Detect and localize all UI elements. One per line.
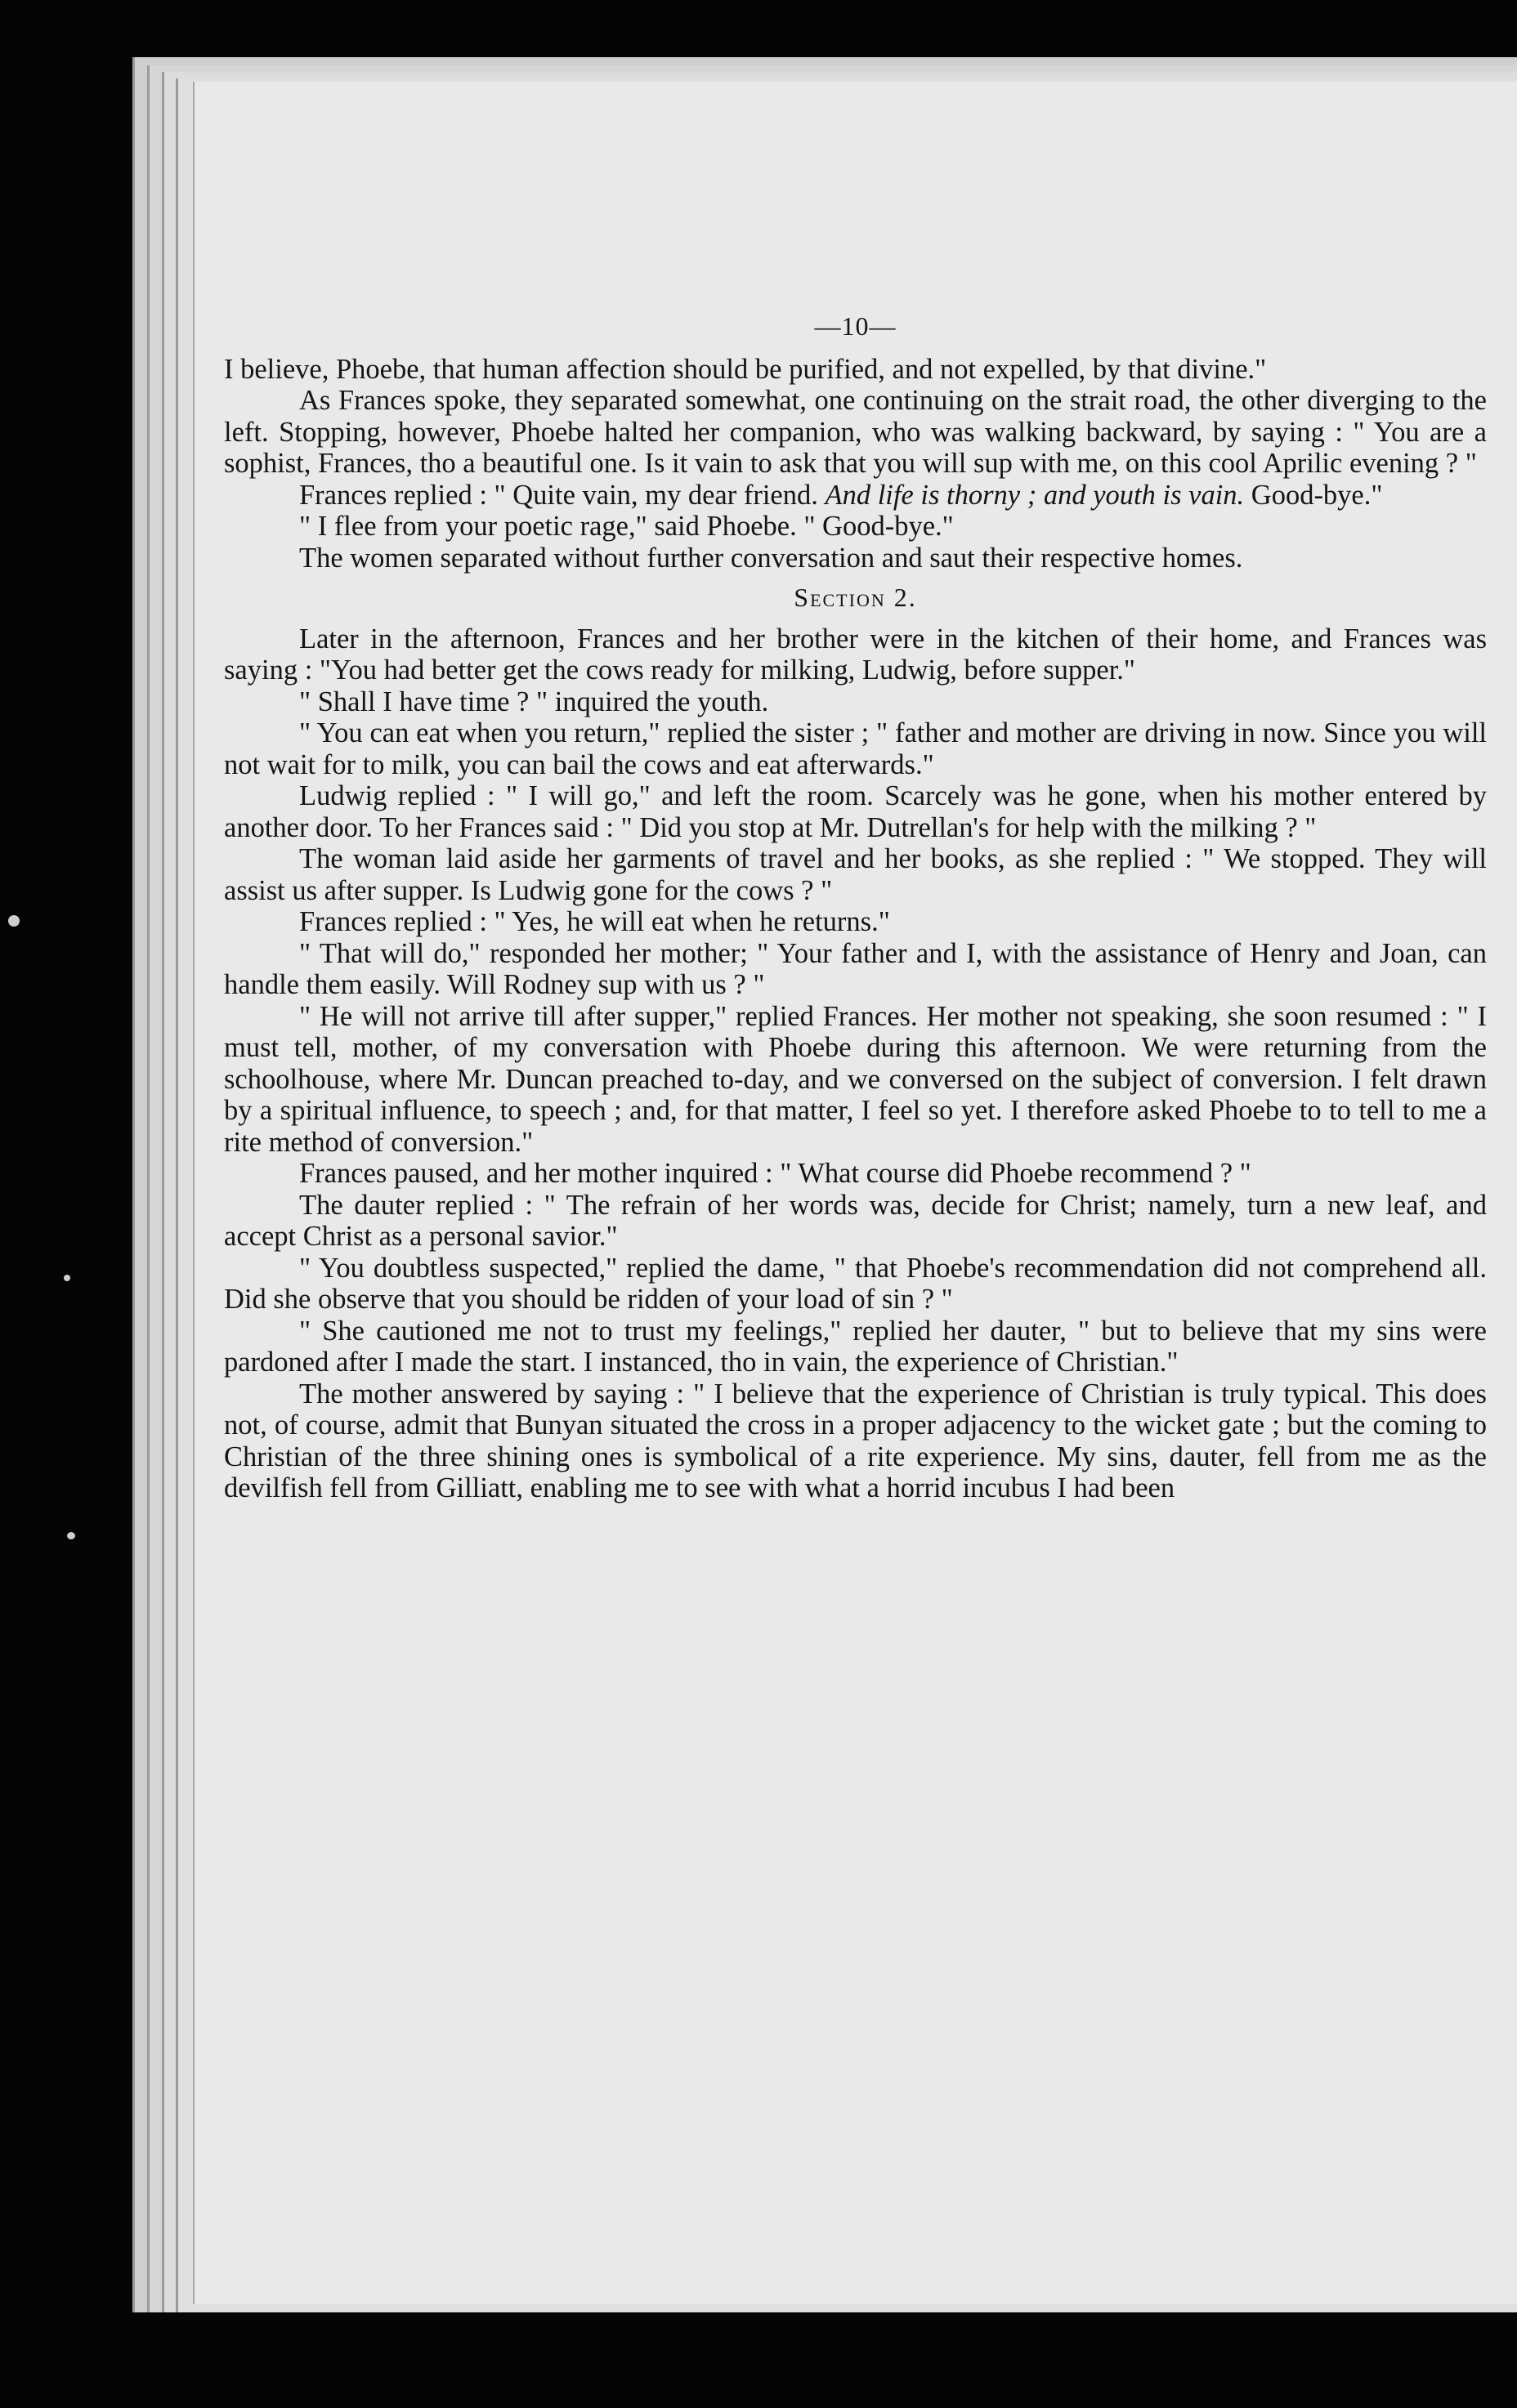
paragraph: " That will do," responded her mother; " Your father and I, with the assistance of Henry and Joan, can handle them easily. Will Rodney sup with us ? " bbox=[224, 937, 1487, 1000]
section-heading: Section 2. bbox=[794, 583, 917, 612]
paragraph: Frances replied : " Yes, he will eat when he returns." bbox=[299, 906, 890, 937]
page-number: —10— bbox=[814, 311, 897, 341]
scan-speck bbox=[64, 1275, 70, 1281]
paragraph: " He will not arrive till after supper," replied Frances. Her mother not speaking, she soon resumed : " I must tell, mother, of my conversation with Phoebe during this afternoon. We were returning from the schoolhouse, where Mr. Duncan preached to-day, and we conversed on the subject of conversion. I felt drawn by a spiritual influence, to speech ; and, for that matter, I feel so yet. I therefore asked Phoebe to to tell to me a rite method of conversion." bbox=[224, 1000, 1487, 1158]
paragraph: " Shall I have time ? " inquired the youth. bbox=[299, 686, 769, 717]
paragraph: As Frances spoke, they separated somewhat, one continuing on the strait road, the other diverging to the left. Stopping, however, Phoebe halted her companion, who was walking backward, by saying : " You are a sophist, Frances, tho a beautiful one. Is it vain to ask that you will sup with me, on this cool Aprilic evening ? " bbox=[224, 385, 1487, 479]
paragraph: " I flee from your poetic rage," said Phoebe. " Good-bye." bbox=[299, 511, 954, 542]
paragraph: " She cautioned me not to trust my feelings," replied her dauter, " but to believe that my sins were pardoned after I made the start. I instanced, tho in vain, the experience of Christian." bbox=[224, 1315, 1487, 1378]
paragraph: Ludwig replied : " I will go," and left the room. Scarcely was he gone, when his mother entered by another door. To her Frances said : " Did you stop at Mr. Dutrellan's for help with the milking ? " bbox=[224, 780, 1487, 843]
paragraph: The dauter replied : " The refrain of her words was, decide for Christ; namely, turn a new leaf, and accept Christ as a personal savior." bbox=[224, 1189, 1487, 1252]
page-text bbox=[224, 310, 1487, 1504]
scan-speck bbox=[8, 915, 20, 927]
paragraph: " You can eat when you return," replied the sister ; " father and mother are driving in now. Since you will not wait for to milk, you can bail the cows and eat afterwards." bbox=[224, 717, 1487, 780]
paragraph: The woman laid aside her garments of travel and her books, as she replied : " We stopped. They will assist us after supper. Is Ludwig gone for the cows ? " bbox=[224, 843, 1487, 906]
paragraph: Frances paused, and her mother inquired : " What course did Phoebe recommend ? " bbox=[299, 1158, 1251, 1189]
paragraph bbox=[224, 480, 1487, 512]
scan-speck bbox=[67, 1532, 75, 1539]
paragraph-text: Frances replied : " Quite vain, my dear friend. bbox=[299, 479, 826, 511]
paragraph: Later in the afternoon, Frances and her brother were in the kitchen of their home, and Frances was saying : "You had better get the cows ready for milking, Ludwig, before supper." bbox=[224, 623, 1487, 686]
paragraph: " You doubtless suspected," replied the dame, " that Phoebe's recommendation did not comprehend all. Did she observe that you should be ridden of your load of sin ? " bbox=[224, 1252, 1487, 1315]
paragraph: The mother answered by saying : " I believe that the experience of Christian is truly typical. This does not, of course, admit that Bunyan situated the cross in a proper adjacency to the wicket gate ; but the coming to Christian of the three shining ones is symbolical of a rite experience. My sins, dauter, fell from me as the devilfish fell from Gilliatt, enabling me to see with what a horrid incubus I had been bbox=[224, 1378, 1487, 1503]
paragraph: I believe, Phoebe, that human affection should be purified, and not expelled, by that divine." bbox=[224, 353, 1267, 385]
paragraph: The women separated without further conversation and saut their respective homes. bbox=[299, 542, 1243, 574]
italic-quotation: And life is thorny ; and youth is vain. bbox=[825, 479, 1245, 511]
paragraph-text: Good-bye." bbox=[1244, 479, 1383, 511]
